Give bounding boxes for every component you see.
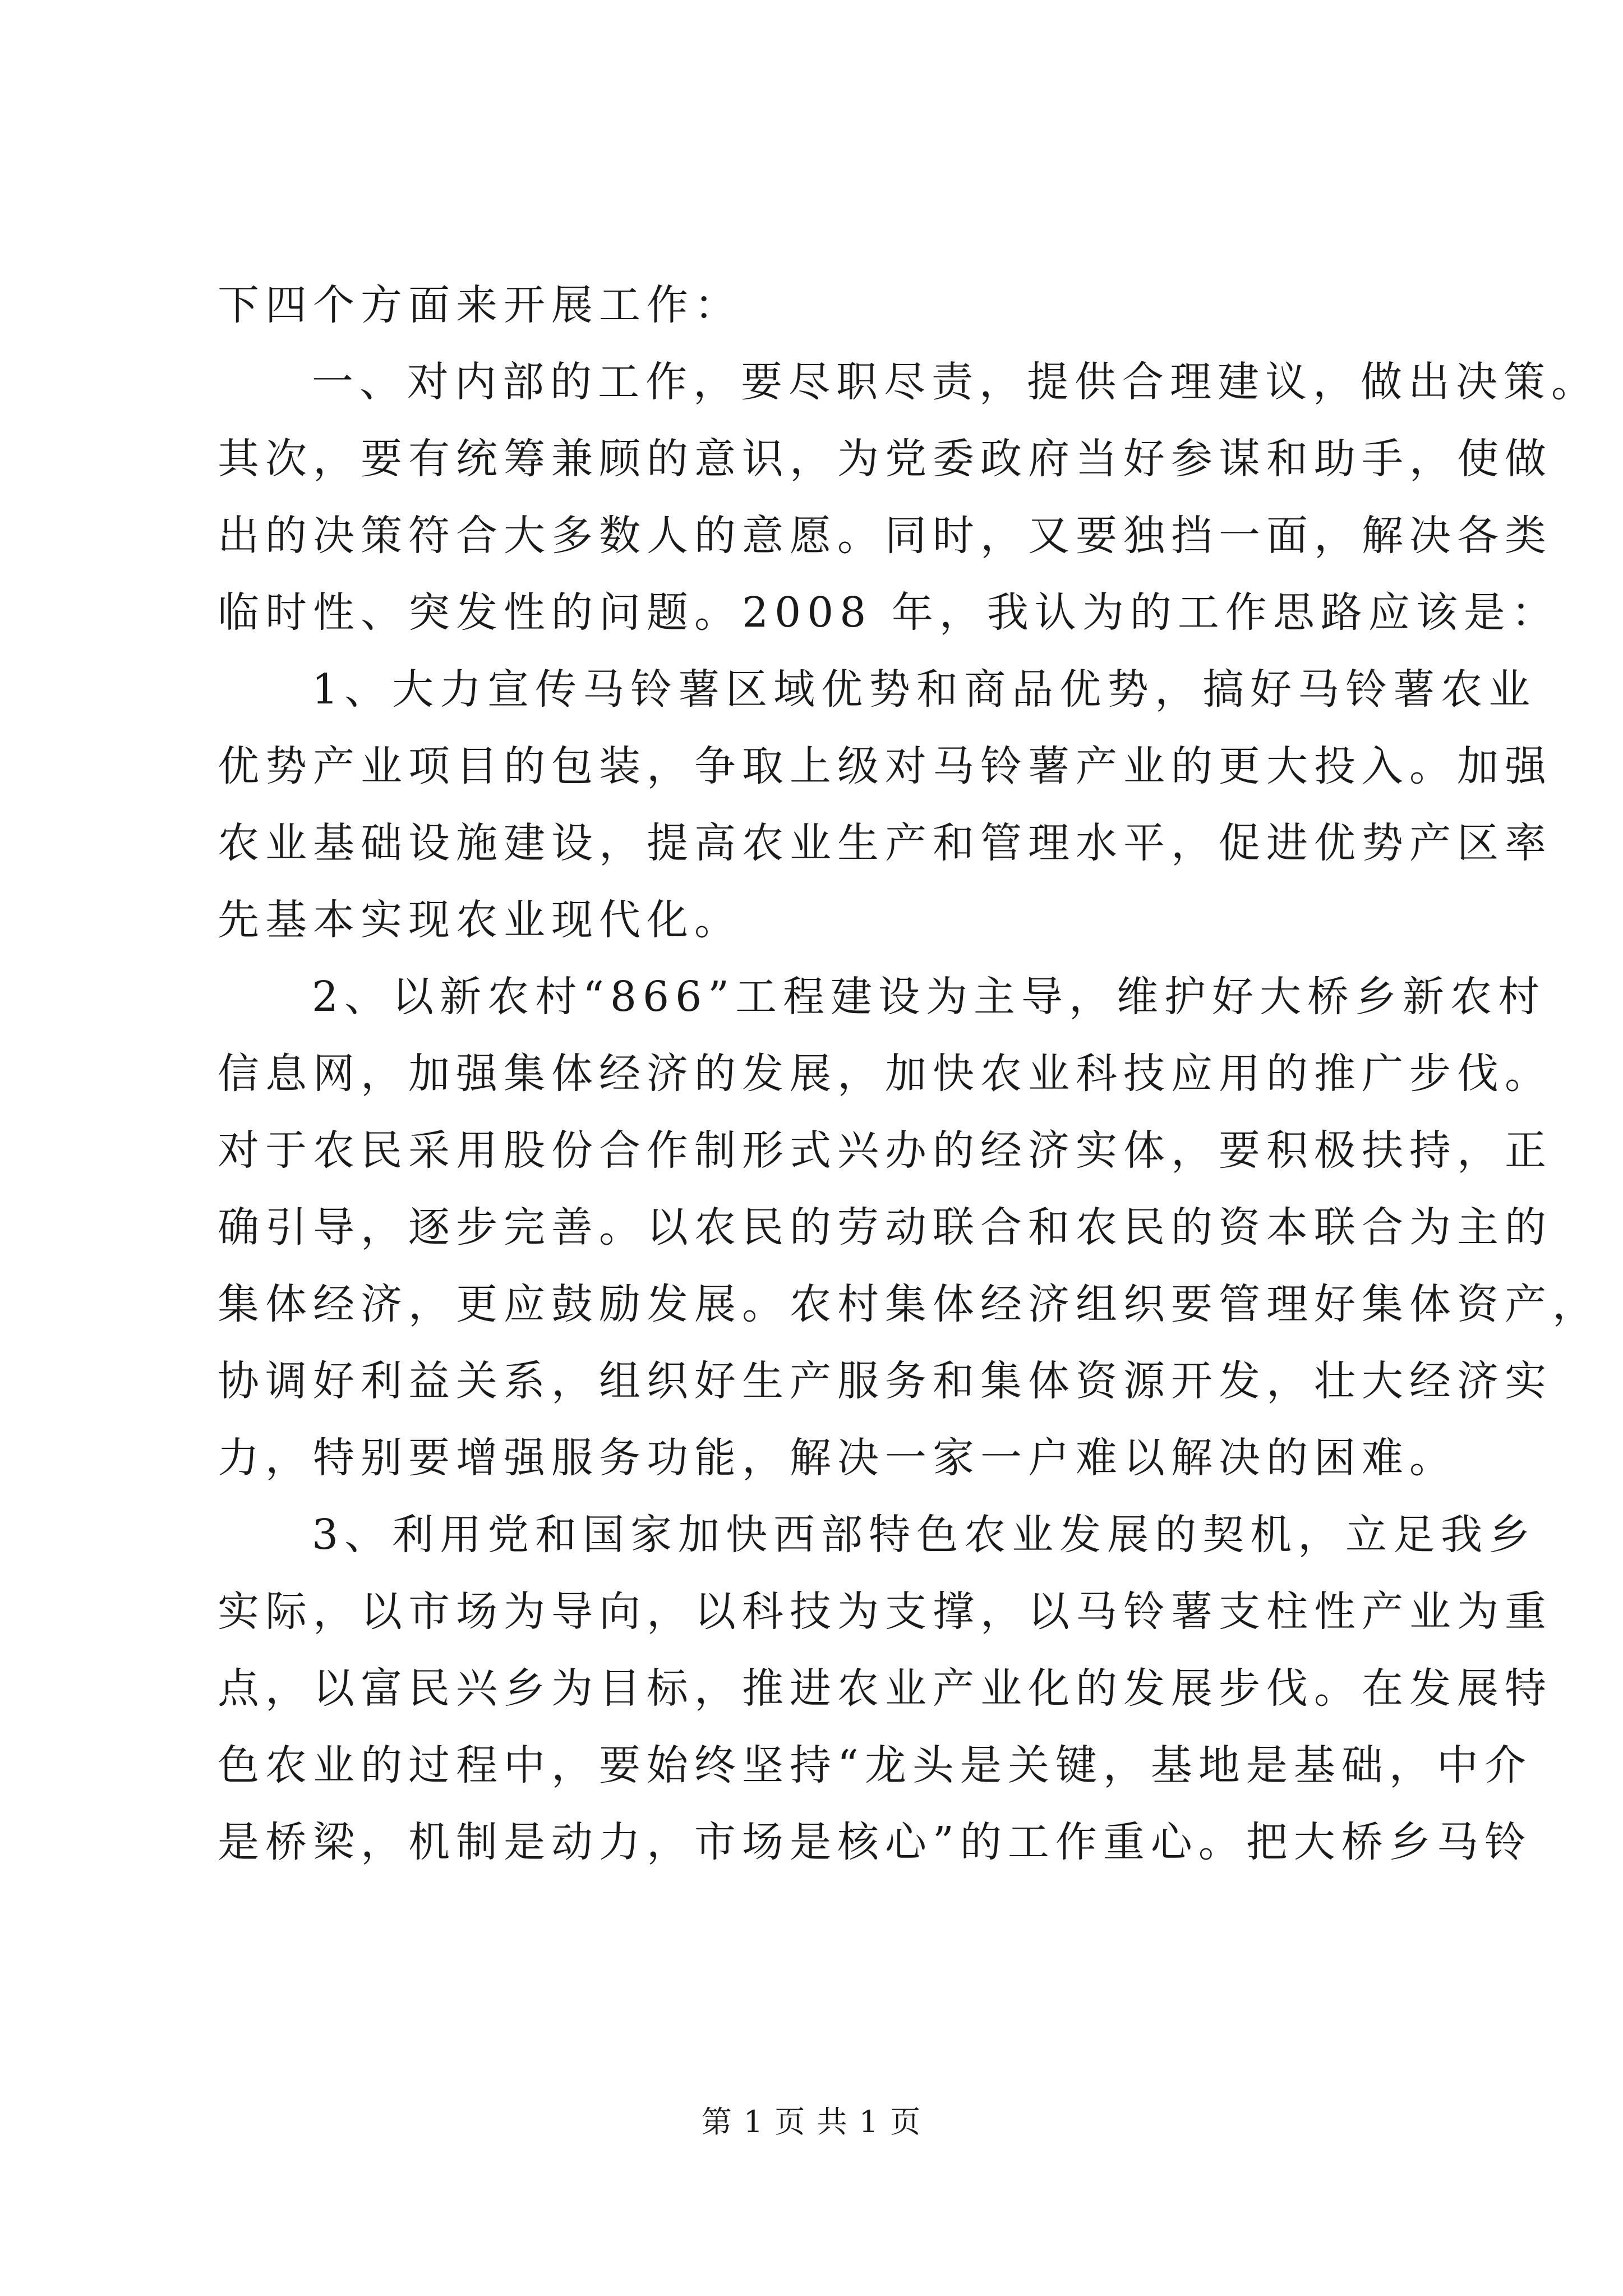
text-line: 集体经济，更应鼓励发展。农村集体经济组织要管理好集体资产， — [218, 1280, 1600, 1328]
text-line: 先基本实现农业现代化。 — [218, 896, 742, 944]
paragraph-first-line: 一、对内部的工作，要尽职尽责，提供合理建议，做出决策。 — [312, 358, 1599, 406]
text-line: 协调好利益关系，组织好生产服务和集体资源开发，壮大经济实 — [218, 1357, 1552, 1405]
paragraph-first-line: 3、利用党和国家加快西部特色农业发展的契机，立足我乡 — [312, 1511, 1537, 1559]
page-number-label: 第 1 页 共 1 页 — [701, 2104, 922, 2139]
text-line: 色农业的过程中，要始终坚持“龙头是关键，基地是基础，中介 — [218, 1741, 1532, 1789]
paragraph-first-line: 2、以新农村“866”工程建设为主导，维护好大桥乡新农村 — [312, 973, 1546, 1021]
text-line: 是桥梁，机制是动力，市场是核心”的工作重心。把大桥乡马铃 — [218, 1818, 1532, 1866]
text-line: 确引导，逐步完善。以农民的劳动联合和农民的资本联合为主的 — [218, 1203, 1552, 1251]
text-line: 实际，以市场为导向，以科技为支撑，以马铃薯支柱性产业为重 — [218, 1588, 1552, 1636]
text-line: 优势产业项目的包装，争取上级对马铃薯产业的更大投入。加强 — [218, 742, 1552, 790]
page-footer — [0, 2102, 1623, 2142]
text-line: 出的决策符合大多数人的意愿。同时，又要独挡一面，解决各类 — [218, 512, 1552, 560]
text-line: 其次，要有统筹兼顾的意识，为党委政府当好参谋和助手，使做 — [218, 435, 1552, 483]
text-line: 力，特别要增强服务功能，解决一家一户难以解决的困难。 — [218, 1434, 1457, 1482]
text-line: 点，以富民兴乡为目标，推进农业产业化的发展步伐。在发展特 — [218, 1664, 1552, 1713]
text-line: 临时性、突发性的问题。2008 年，我认为的工作思路应该是： — [218, 588, 1559, 637]
text-line: 下四个方面来开展工作： — [218, 281, 742, 329]
paragraph-first-line: 1、大力宣传马铃薯区域优势和商品优势，搞好马铃薯农业 — [312, 665, 1537, 714]
document-body — [218, 267, 1600, 1881]
text-line: 信息网，加强集体经济的发展，加快农业科技应用的推广步伐。 — [218, 1050, 1552, 1098]
text-line: 对于农民采用股份合作制形式兴办的经济实体，要积极扶持，正 — [218, 1126, 1552, 1175]
text-line: 农业基础设施建设，提高农业生产和管理水平，促进优势产区率 — [218, 819, 1552, 867]
